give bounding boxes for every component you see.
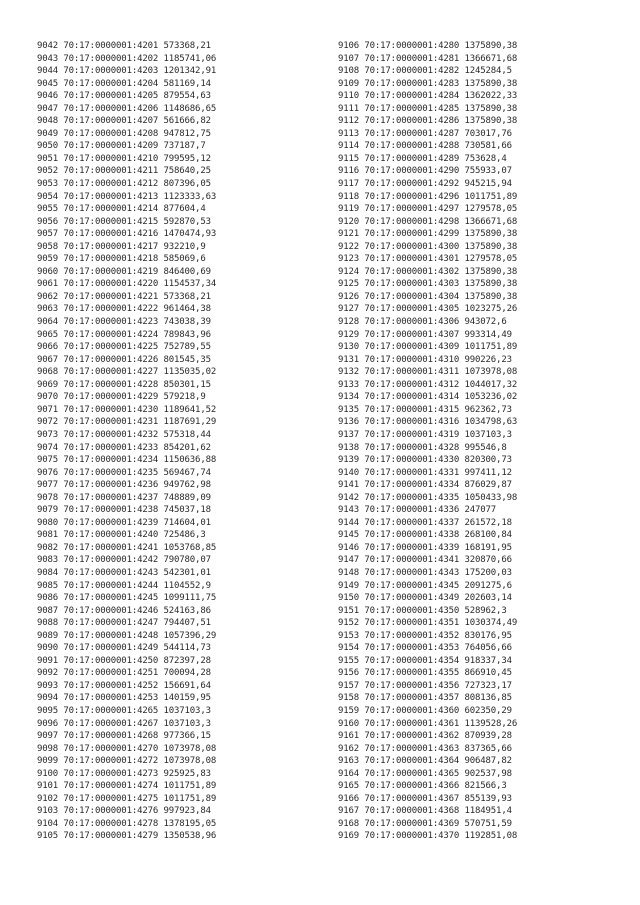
- record-line: 9070 70:17:0000001:4229 579218,9: [37, 392, 206, 403]
- record-line: 9086 70:17:0000001:4245 1099111,75: [37, 593, 217, 604]
- record-line: 9167 70:17:0000001:4368 1184951,4: [338, 806, 512, 817]
- record-line: 9162 70:17:0000001:4363 837365,66: [338, 743, 512, 754]
- record-line: 9051 70:17:0000001:4210 799595,12: [37, 153, 211, 164]
- record-line: 9114 70:17:0000001:4288 730581,66: [338, 141, 512, 152]
- record-line: 9085 70:17:0000001:4244 1104552,9: [37, 580, 211, 591]
- record-line: 9083 70:17:0000001:4242 790780,07: [37, 555, 211, 566]
- record-line: 9044 70:17:0000001:4203 1201342,91: [37, 66, 217, 77]
- record-line: 9106 70:17:0000001:4280 1375890,38: [338, 41, 518, 51]
- record-line: 9144 70:17:0000001:4337 261572,18: [338, 517, 512, 528]
- record-line: 9067 70:17:0000001:4226 801545,35: [37, 354, 211, 365]
- record-line: 9130 70:17:0000001:4309 1011751,89: [338, 342, 518, 353]
- record-line: 9160 70:17:0000001:4361 1139528,26: [338, 718, 518, 729]
- record-line: 9061 70:17:0000001:4220 1154537,34: [37, 279, 217, 290]
- record-line: 9117 70:17:0000001:4292 945215,94: [338, 179, 512, 190]
- record-line: 9133 70:17:0000001:4312 1044017,32: [338, 379, 518, 390]
- record-line: 9045 70:17:0000001:4204 581169,14: [37, 78, 211, 89]
- record-line: 9048 70:17:0000001:4207 561666,82: [37, 116, 211, 127]
- record-line: 9058 70:17:0000001:4217 932210,9: [37, 241, 206, 252]
- record-line: 9168 70:17:0000001:4369 570751,59: [338, 818, 512, 829]
- record-line: 9082 70:17:0000001:4241 1053768,85: [37, 542, 217, 553]
- record-line: 9150 70:17:0000001:4349 202603,14: [338, 593, 512, 604]
- record-line: 9046 70:17:0000001:4205 879554,63: [37, 91, 211, 102]
- record-line: 9122 70:17:0000001:4300 1375890,38: [338, 241, 518, 252]
- record-line: 9143 70:17:0000001:4336 247077: [338, 505, 497, 516]
- record-line: 9065 70:17:0000001:4224 789843,96: [37, 329, 211, 340]
- record-line: 9076 70:17:0000001:4235 569467,74: [37, 467, 211, 478]
- record-line: 9120 70:17:0000001:4298 1366671,68: [338, 216, 518, 227]
- record-line: 9068 70:17:0000001:4227 1135035,02: [37, 367, 217, 378]
- record-line: 9050 70:17:0000001:4209 737187,7: [37, 141, 206, 152]
- record-line: 9047 70:17:0000001:4206 1148686,65: [37, 103, 217, 114]
- record-line: 9105 70:17:0000001:4279 1350538,96: [37, 831, 217, 842]
- record-line: 9064 70:17:0000001:4223 743038,39: [37, 317, 211, 328]
- record-line: 9101 70:17:0000001:4274 1011751,89: [37, 781, 217, 792]
- record-line: 9142 70:17:0000001:4335 1050433,98: [338, 492, 518, 503]
- record-line: 9071 70:17:0000001:4230 1189641,52: [37, 404, 217, 415]
- record-line: 9059 70:17:0000001:4218 585069,6: [37, 254, 206, 265]
- record-line: 9138 70:17:0000001:4328 995546,8: [338, 442, 507, 453]
- record-line: 9056 70:17:0000001:4215 592870,53: [37, 216, 211, 227]
- record-line: 9095 70:17:0000001:4265 1037103,3: [37, 705, 211, 716]
- record-line: 9080 70:17:0000001:4239 714604,01: [37, 517, 211, 528]
- left-column: [37, 40, 216, 843]
- record-line: 9066 70:17:0000001:4225 752789,55: [37, 342, 211, 353]
- record-line: 9131 70:17:0000001:4310 990226,23: [338, 354, 512, 365]
- record-line: 9146 70:17:0000001:4339 168191,95: [338, 542, 512, 553]
- record-line: 9158 70:17:0000001:4357 808136,85: [338, 693, 512, 704]
- record-line: 9074 70:17:0000001:4233 854201,62: [37, 442, 211, 453]
- record-line: 9102 70:17:0000001:4275 1011751,89: [37, 793, 217, 804]
- record-line: 9163 70:17:0000001:4364 906487,82: [338, 756, 512, 767]
- record-line: 9096 70:17:0000001:4267 1037103,3: [37, 718, 211, 729]
- record-line: 9057 70:17:0000001:4216 1470474,93: [37, 229, 217, 240]
- record-line: 9097 70:17:0000001:4268 977366,15: [37, 731, 211, 742]
- record-line: 9091 70:17:0000001:4250 872397,28: [37, 655, 211, 666]
- record-line: 9094 70:17:0000001:4253 140159,95: [37, 693, 211, 704]
- record-line: 9043 70:17:0000001:4202 1185741,06: [37, 53, 217, 64]
- record-line: 9164 70:17:0000001:4365 902537,98: [338, 768, 512, 779]
- record-line: 9075 70:17:0000001:4234 1150636,88: [37, 455, 217, 466]
- record-line: 9166 70:17:0000001:4367 855139,93: [338, 793, 512, 804]
- record-line: 9111 70:17:0000001:4285 1375890,38: [338, 103, 518, 114]
- record-line: 9113 70:17:0000001:4287 703017,76: [338, 128, 512, 139]
- record-line: 9132 70:17:0000001:4311 1073978,08: [338, 367, 518, 378]
- record-line: 9115 70:17:0000001:4289 753628,4: [338, 153, 507, 164]
- record-line: 9154 70:17:0000001:4353 764056,66: [338, 643, 512, 654]
- record-line: 9099 70:17:0000001:4272 1073978,08: [37, 756, 217, 767]
- record-line: 9112 70:17:0000001:4286 1375890,38: [338, 116, 518, 127]
- record-line: 9127 70:17:0000001:4305 1023275,26: [338, 304, 518, 315]
- record-line: 9073 70:17:0000001:4232 575318,44: [37, 429, 211, 440]
- record-line: 9100 70:17:0000001:4273 925925,83: [37, 768, 211, 779]
- record-line: 9119 70:17:0000001:4297 1279578,05: [338, 204, 518, 215]
- record-line: 9089 70:17:0000001:4248 1057396,29: [37, 630, 217, 641]
- record-line: 9121 70:17:0000001:4299 1375890,38: [338, 229, 518, 240]
- record-line: 9140 70:17:0000001:4331 997411,12: [338, 467, 512, 478]
- record-line: 9072 70:17:0000001:4231 1187691,29: [37, 417, 217, 428]
- record-line: 9093 70:17:0000001:4252 156691,64: [37, 680, 211, 691]
- record-line: 9088 70:17:0000001:4247 794407,51: [37, 618, 211, 629]
- record-line: 9148 70:17:0000001:4343 175200,03: [338, 567, 512, 578]
- record-line: 9116 70:17:0000001:4290 755933,07: [338, 166, 512, 177]
- record-line: 9042 70:17:0000001:4201 573368,21: [37, 41, 211, 51]
- record-line: 9098 70:17:0000001:4270 1073978,08: [37, 743, 217, 754]
- record-line: 9135 70:17:0000001:4315 962362,73: [338, 404, 512, 415]
- record-line: 9134 70:17:0000001:4314 1053236,02: [338, 392, 518, 403]
- record-line: 9128 70:17:0000001:4306 943072,6: [338, 317, 507, 328]
- record-line: 9069 70:17:0000001:4228 850301,15: [37, 379, 211, 390]
- record-line: 9141 70:17:0000001:4334 876029,87: [338, 480, 512, 491]
- record-line: 9118 70:17:0000001:4296 1011751,89: [338, 191, 518, 202]
- record-line: 9159 70:17:0000001:4360 602350,29: [338, 705, 512, 716]
- record-line: 9060 70:17:0000001:4219 846400,69: [37, 266, 211, 277]
- record-line: 9136 70:17:0000001:4316 1034798,63: [338, 417, 518, 428]
- record-line: 9087 70:17:0000001:4246 524163,86: [37, 605, 211, 616]
- record-line: 9108 70:17:0000001:4282 1245284,5: [338, 66, 512, 77]
- record-line: 9151 70:17:0000001:4350 528962,3: [338, 605, 507, 616]
- record-line: 9052 70:17:0000001:4211 758640,25: [37, 166, 211, 177]
- record-line: 9125 70:17:0000001:4303 1375890,38: [338, 279, 518, 290]
- record-line: 9156 70:17:0000001:4355 866910,45: [338, 668, 512, 679]
- record-line: 9107 70:17:0000001:4281 1366671,68: [338, 53, 518, 64]
- record-line: 9126 70:17:0000001:4304 1375890,38: [338, 291, 518, 302]
- record-line: 9049 70:17:0000001:4208 947812,75: [37, 128, 211, 139]
- record-line: 9161 70:17:0000001:4362 870939,28: [338, 731, 512, 742]
- record-line: 9124 70:17:0000001:4302 1375890,38: [338, 266, 518, 277]
- record-line: 9104 70:17:0000001:4278 1378195,05: [37, 818, 217, 829]
- record-line: 9155 70:17:0000001:4354 918337,34: [338, 655, 512, 666]
- record-line: 9054 70:17:0000001:4213 1123333,63: [37, 191, 217, 202]
- record-line: 9103 70:17:0000001:4276 997923,84: [37, 806, 211, 817]
- record-line: 9153 70:17:0000001:4352 830176,95: [338, 630, 512, 641]
- record-line: 9109 70:17:0000001:4283 1375890,38: [338, 78, 518, 89]
- record-line: 9078 70:17:0000001:4237 748889,09: [37, 492, 211, 503]
- record-line: 9169 70:17:0000001:4370 1192851,08: [338, 831, 518, 842]
- record-line: 9092 70:17:0000001:4251 700094,28: [37, 668, 211, 679]
- record-line: 9063 70:17:0000001:4222 961464,38: [37, 304, 211, 315]
- record-line: 9129 70:17:0000001:4307 993314,49: [338, 329, 512, 340]
- record-line: 9123 70:17:0000001:4301 1279578,05: [338, 254, 518, 265]
- record-line: 9081 70:17:0000001:4240 725486,3: [37, 530, 206, 541]
- record-line: 9152 70:17:0000001:4351 1030374,49: [338, 618, 518, 629]
- record-line: 9157 70:17:0000001:4356 727323,17: [338, 680, 512, 691]
- record-line: 9053 70:17:0000001:4212 807396,05: [37, 179, 211, 190]
- record-line: 9077 70:17:0000001:4236 949762,98: [37, 480, 211, 491]
- record-line: 9090 70:17:0000001:4249 544114,73: [37, 643, 211, 654]
- record-line: 9137 70:17:0000001:4319 1037103,3: [338, 429, 512, 440]
- record-line: 9147 70:17:0000001:4341 320870,66: [338, 555, 512, 566]
- record-line: 9055 70:17:0000001:4214 877604,4: [37, 204, 206, 215]
- right-column: [338, 40, 517, 843]
- record-line: 9165 70:17:0000001:4366 821566,3: [338, 781, 507, 792]
- record-line: 9062 70:17:0000001:4221 573368,21: [37, 291, 211, 302]
- record-line: 9139 70:17:0000001:4330 820300,73: [338, 455, 512, 466]
- record-line: 9110 70:17:0000001:4284 1362022,33: [338, 91, 518, 102]
- record-line: 9084 70:17:0000001:4243 542301,01: [37, 567, 211, 578]
- record-line: 9145 70:17:0000001:4338 268100,84: [338, 530, 512, 541]
- record-line: 9079 70:17:0000001:4238 745037,18: [37, 505, 211, 516]
- record-line: 9149 70:17:0000001:4345 2091275,6: [338, 580, 512, 591]
